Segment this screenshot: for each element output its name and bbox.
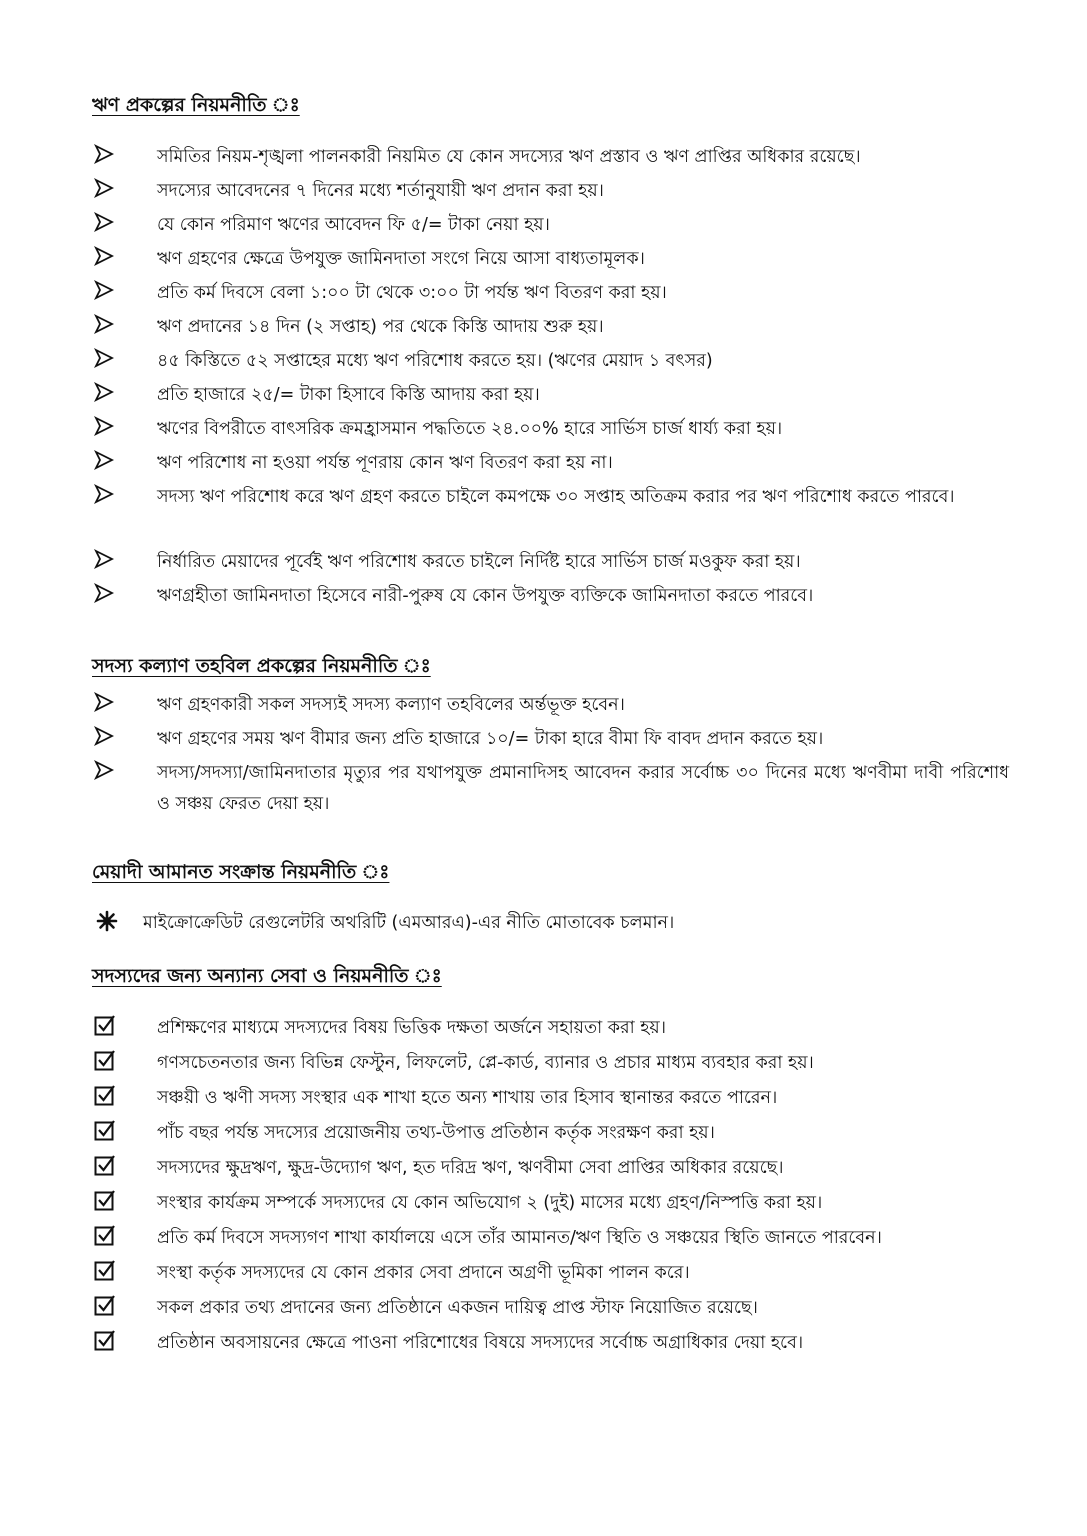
list-item-text: যে কোন পরিমাণ ঋণের আবেদন ফি ৫/= টাকা নেয়া হয়। [157,215,550,235]
list-item-text: সদস্যদের ক্ষুদ্রঋণ, ক্ষুদ্র-উদ্যোগ ঋণ, হত দরিদ্র ঋণ, ঋণবীমা সেবা প্রাপ্তির অধিকার রয়েছে। [157,1158,784,1178]
list-item-text: সদস্য/সদস্যা/জামিনদাতার মৃত্যুর পর যথাপযুক্ত প্রমানাদিসহ আবেদন করার সর্বোচ্চ ৩০ দিনের মধ্যে ঋণবীমা দাবী পরিশোধ ও সঞ্চয় ফেরত দেয়া হয়। [157,763,1009,814]
arrow-icon [94,144,114,164]
arrow-icon [94,246,114,266]
list-item-text: ঋণ গ্রহণের ক্ষেত্রে উপযুক্ত জামিনদাতা সংগে নিয়ে আসা বাধ্যতামূলক। [157,249,645,269]
checkbox-icon [94,1224,116,1246]
checkbox-icon [94,1259,116,1281]
checkbox-icon [94,1329,116,1351]
list-item-text: প্রতি কর্ম দিবসে সদস্যগণ শাখা কার্যালয়ে এসে তাঁর আমানত/ঋণ স্থিতি ও সঞ্চয়ের স্থিতি জানতে পারবেন। [157,1228,882,1248]
list-item-text: সদস্যের আবেদনের ৭ দিনের মধ্যে শর্তানুযায়ী ঋণ প্রদান করা হয়। [157,181,604,201]
checkbox-icon [94,1119,116,1141]
arrow-icon [94,178,114,198]
checkbox-icon [94,1049,116,1071]
checkbox-icon [94,1294,116,1316]
star-icon [96,910,118,932]
checkbox-icon [94,1014,116,1036]
list-item-text: সঞ্চয়ী ও ঋণী সদস্য সংস্থার এক শাখা হতে অন্য শাখায় তার হিসাব স্থানান্তর করতে পারেন। [157,1088,778,1108]
arrow-icon [94,416,114,436]
list-item-text: মাইক্রোক্রেডিট রেগুলেটরি অথরিটি (এমআরএ)-এর নীতি মোতাবেক চলমান। [143,913,675,933]
list-item-text: ঋণের বিপরীতে বাৎসরিক ক্রমহ্রাসমান পদ্ধতিতে ২৪.০০% হারে সার্ভিস চার্জ ধার্য্য করা হয়। [157,419,783,439]
list-item-text: পাঁচ বছর পর্যন্ত সদস্যের প্রয়োজনীয় তথ্য-উপাত্ত প্রতিষ্ঠান কর্তৃক সংরক্ষণ করা হয়। [157,1123,715,1143]
list-item-text: গণসচেতনতার জন্য বিভিন্ন ফেস্টুন, লিফলেট, প্লে-কার্ড, ব্যানার ও প্রচার মাধ্যম ব্যবহার করা হয়। [157,1053,814,1073]
list-item-text: ঋণ গ্রহণের সময় ঋণ বীমার জন্য প্রতি হাজারে ১০/= টাকা হারে বীমা ফি বাবদ প্রদান করতে হয়। [157,729,824,749]
arrow-icon [94,314,114,334]
arrow-icon [94,549,114,569]
arrow-icon [94,212,114,232]
checkbox-icon [94,1084,116,1106]
other-services-heading: সদস্যদের জন্য অন্যান্য সেবা ও নিয়মনীতি ঃ [92,965,442,987]
list-item-text: সমিতির নিয়ম-শৃঙ্খলা পালনকারী নিয়মিত যে কোন সদস্যের ঋণ প্রস্তাব ও ঋণ প্রাপ্তির অধিকার রয়েছে। [157,147,861,167]
welfare-rules-heading: সদস্য কল্যাণ তহবিল প্রকল্পের নিয়মনীতি ঃ [92,655,431,677]
list-item-text: ঋণগ্রহীতা জামিনদাতা হিসেবে নারী-পুরুষ যে কোন উপযুক্ত ব্যক্তিকে জামিনদাতা করতে পারবে। [157,586,814,606]
deposit-rules-heading: মেয়াদী আমানত সংক্রান্ত নিয়মনীতি ঃ [92,861,390,883]
list-item-text: প্রতি কর্ম দিবসে বেলা ১:০০ টা থেকে ৩:০০ টা পর্যন্ত ঋণ বিতরণ করা হয়। [157,283,667,303]
list-item-text: প্রতি হাজারে ২৫/= টাকা হিসাবে কিস্তি আদায় করা হয়। [157,385,540,405]
list-item-text: ঋণ পরিশোধ না হওয়া পর্যন্ত পূণরায় কোন ঋণ বিতরণ করা হয় না। [157,453,613,473]
checkbox-icon [94,1154,116,1176]
arrow-icon [94,382,114,402]
arrow-icon [94,484,114,504]
arrow-icon [94,348,114,368]
arrow-icon [94,450,114,470]
arrow-icon [94,583,114,603]
list-item-text: প্রশিক্ষণের মাধ্যমে সদস্যদের বিষয় ভিত্তিক দক্ষতা অর্জনে সহায়তা করা হয়। [157,1018,667,1038]
arrow-icon [94,280,114,300]
list-item-text: সদস্য ঋণ পরিশোধ করে ঋণ গ্রহণ করতে চাইলে কমপক্ষে ৩০ সপ্তাহ অতিক্রম করার পর ঋণ পরিশোধ করতে পারবে। [157,487,955,507]
list-item-text: সংস্থা কর্তৃক সদস্যদের যে কোন প্রকার সেবা প্রদানে অগ্রণী ভূমিকা পালন করে। [157,1263,690,1283]
list-item-text: সকল প্রকার তথ্য প্রদানের জন্য প্রতিষ্ঠানে একজন দায়িত্ব প্রাপ্ত স্টাফ নিয়োজিত রয়েছে। [157,1298,758,1318]
list-item-text: ৪৫ কিস্তিতে ৫২ সপ্তাহের মধ্যে ঋণ পরিশোধ করতে হয়। (ঋণের মেয়াদ ১ বৎসর) [157,351,713,371]
list-item-text: ঋণ প্রদানের ১৪ দিন (২ সপ্তাহ) পর থেকে কিস্তি আদায় শুরু হয়। [157,317,604,337]
arrow-icon [94,760,114,780]
arrow-icon [94,726,114,746]
checkbox-icon [94,1189,116,1211]
list-item-text: ঋণ গ্রহণকারী সকল সদস্যই সদস্য কল্যাণ তহবিলের অর্ন্তভূক্ত হবেন। [157,695,625,715]
arrow-icon [94,692,114,712]
list-item-text: প্রতিষ্ঠান অবসায়নের ক্ষেত্রে পাওনা পরিশোধের বিষয়ে সদস্যদের সর্বোচ্চ অগ্রাধিকার দেয়া হবে। [157,1333,804,1353]
loan-rules-heading: ঋণ প্রকল্পের নিয়মনীতি ঃ [92,94,300,116]
list-item-text: সংস্থার কার্যক্রম সম্পর্কে সদস্যদের যে কোন অভিযোগ ২ (দুই) মাসের মধ্যে গ্রহণ/নিস্পত্তি করা হয়। [157,1193,823,1213]
list-item-text: নির্ধারিত মেয়াদের পূর্বেই ঋণ পরিশোধ করতে চাইলে নির্দিষ্ট হারে সার্ভিস চার্জ মওকুফ করা হয়। [157,552,801,572]
